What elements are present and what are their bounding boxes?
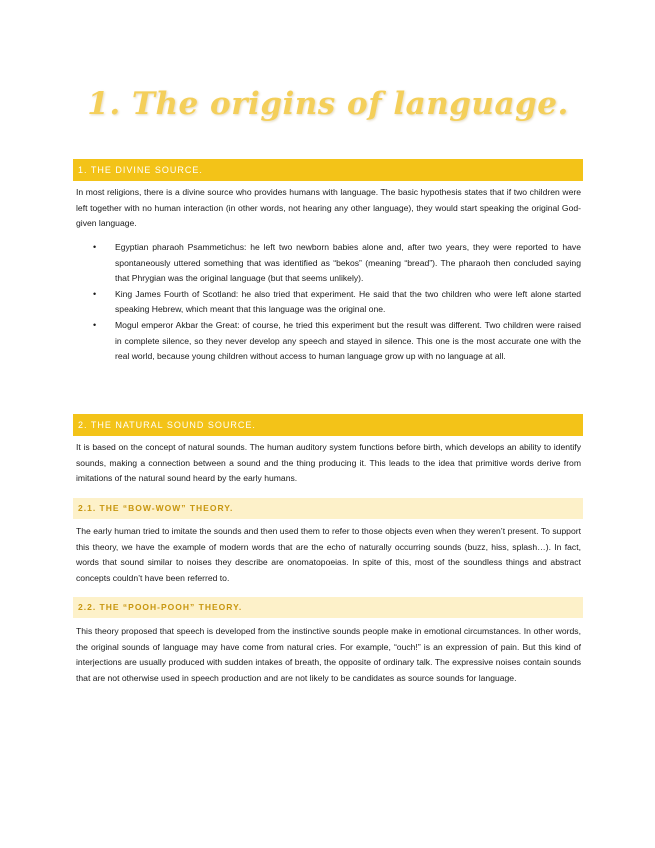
list-item-text: Mogul emperor Akbar the Great: of course, he tried this experiment but the result was different. Two children were raised in complete silence, so they never develop any speech and stayed in silence. This one is the most accurate one with the real world, because young children without access to human language grow up with no language at all. <box>115 319 581 362</box>
subsection-text-pooh-pooh: This theory proposed that speech is developed from the instinctive sounds people make in emotional circumstances. In other words, the original sounds of language may have come from natural cries. For example, “ouch!” is an expression of pain. But this kind of interjections are usually produced with sudden intakes of breath, the opposite of ordinary talk. The expressive noises contain sounds that are not otherwise used in speech production and are not likely to be candidates as source sounds for language. <box>76 626 581 683</box>
subsection-text-bow-wow: The early human tried to imitate the sounds and then used them to refer to those objects even when they weren’t present. To support this theory, we have the example of modern words that are the echo of naturally occurring sounds (buzz, hiss, splash…). In fact, words that sound similar to noises they describe are onomatopoeias. In spite of this, most of the soundless things and abstract concepts couldn’t have been referred to. <box>76 526 581 583</box>
list-item-text: King James Fourth of Scotland: he also tried that experiment. He said that the two children who were left alone started speaking Hebrew, which meant that this language was the original one. <box>115 288 581 315</box>
document-title: 1. The origins of language. <box>87 86 569 122</box>
bullet-icon: • <box>93 288 97 299</box>
bullet-icon: • <box>93 242 97 252</box>
section-heading-divine-source: 1. THE DIVINE SOURCE. <box>73 159 583 181</box>
bullet-icon: • <box>93 319 97 330</box>
subsection-heading-pooh-pooh: 2.2. THE “POOH-POOH” THEORY. <box>73 597 583 618</box>
section-heading-natural-sound-source: 2. THE NATURAL SOUND SOURCE. <box>73 414 583 436</box>
list-item <box>73 240 583 287</box>
subsection-heading-bow-wow: 2.1. THE “BOW-WOW” THEORY. <box>73 498 583 519</box>
section-intro-natural-sound-source: It is based on the concept of natural sounds. The human auditory system functions before birth, which develops an ability to identify sounds, making a connection between a sound and the thing producing it. This leads to the idea that primitive words derive from imitations of the natural sound heard by the early humans. <box>76 442 581 484</box>
section-intro-divine-source: In most religions, there is a divine source who provides humans with language. The basic hypothesis states that if two children were left together with no human interaction (in other words, not hearing any other language), they would start speaking the original God-given language. <box>76 187 581 229</box>
list-item <box>73 318 583 365</box>
list-item-text: Egyptian pharaoh Psammetichus: he left two newborn babies alone and, after two years, they were reported to have spontaneously uttered something that was identified as “bekos” (meaning “bread”). The pharaoh then concluded saying that Phrygian was the original language (but that seems unlikely). <box>115 242 581 284</box>
list-item <box>73 287 583 318</box>
divine-source-examples-list <box>73 240 583 365</box>
